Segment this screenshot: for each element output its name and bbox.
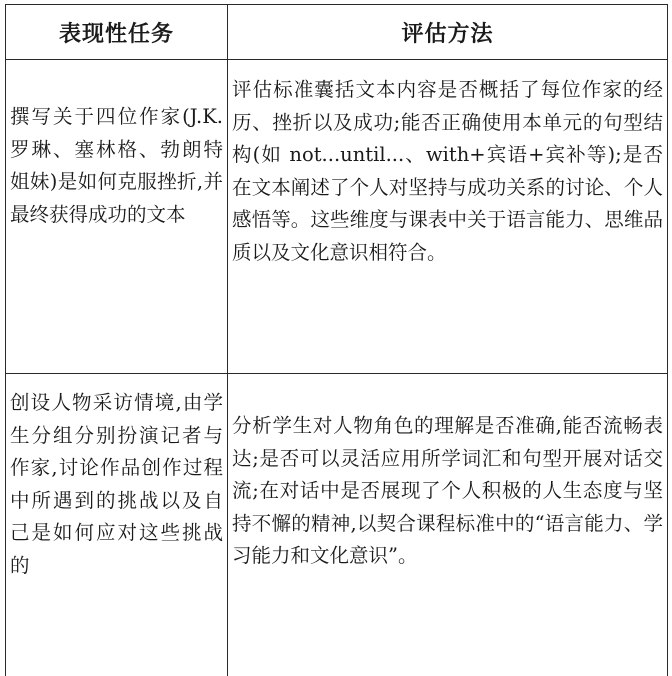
header-evaluation-method: 评估方法 bbox=[228, 5, 668, 60]
method-cell: 分析学生对人物角色的理解是否准确,能否流畅表达;是否可以灵活应用所学词汇和句型开展对话交流;在对话中是否展现了个人积极的人生态度与坚持不懈的精神,以契合课程标准中的“语言能力、学习能力和文化意识”。 bbox=[228, 374, 668, 676]
method-cell: 评估标准囊括文本内容是否概括了每位作家的经历、挫折以及成功;能否正确使用本单元的句型结构(如 not...until...、with+宾语+宾补等);是否在文本阐述了个人对坚持与成功关系的讨论、个人感悟等。这些维度与课表中关于语言能力、思维品质以及文化意识相符合。 bbox=[228, 60, 668, 374]
table-row bbox=[6, 60, 668, 374]
task-cell: 创设人物采访情境,由学生分组分别扮演记者与作家,讨论作品创作过程中所遇到的挑战以及自己是如何应对这些挑战的 bbox=[6, 374, 228, 676]
task-cell: 撰写关于四位作家(J.K.罗琳、塞林格、勃朗特姐妹)是如何克服挫折,并最终获得成功的文本 bbox=[6, 60, 228, 374]
table-row bbox=[6, 374, 668, 676]
table-header-row bbox=[6, 5, 668, 60]
evaluation-table bbox=[5, 4, 668, 676]
evaluation-table-container bbox=[5, 4, 667, 598]
header-performance-task: 表现性任务 bbox=[6, 5, 228, 60]
